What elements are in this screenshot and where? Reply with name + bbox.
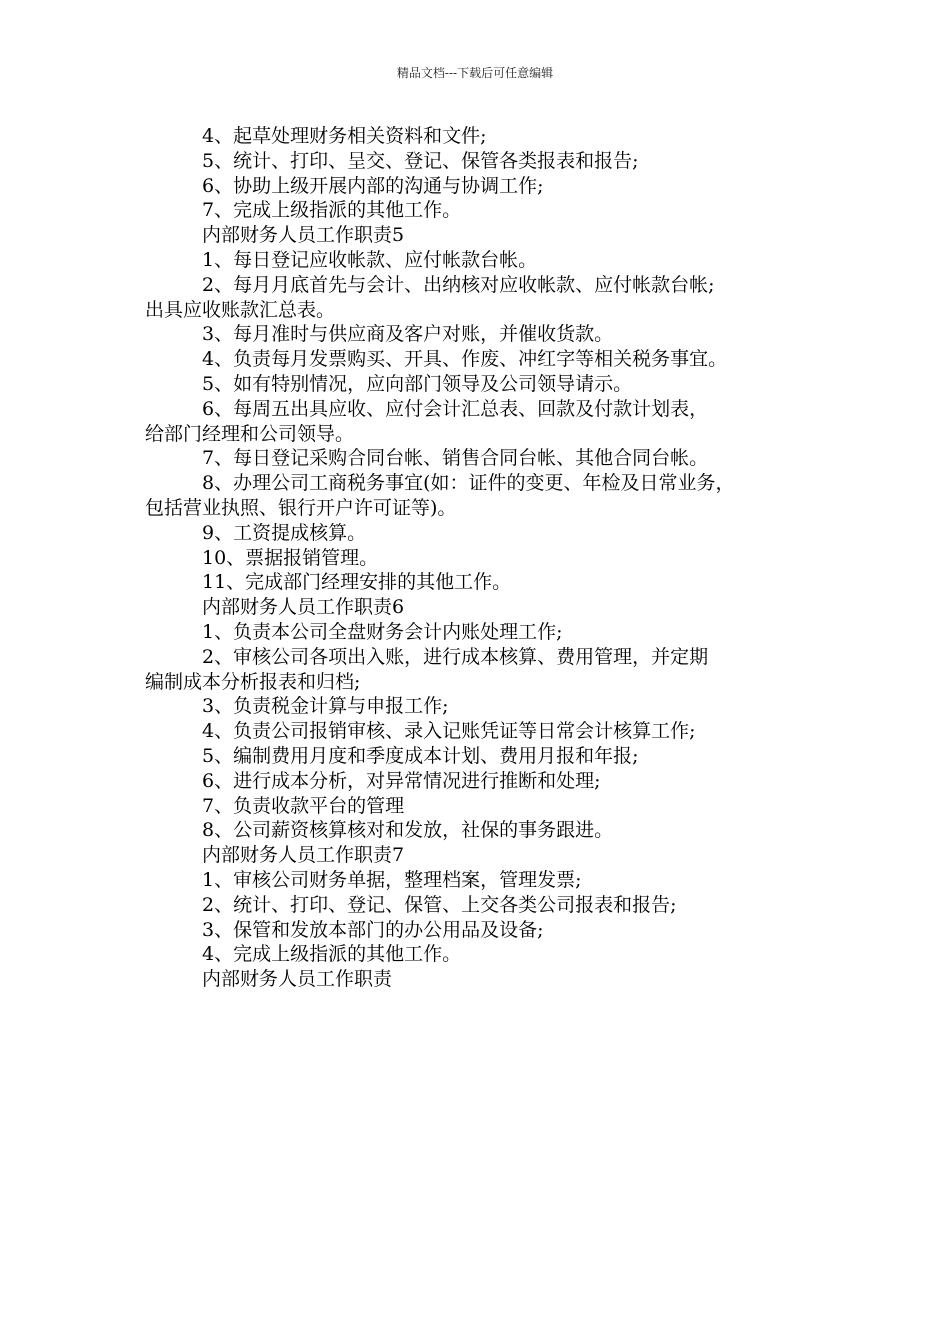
text-line: 4、负责公司报销审核、录入记账凭证等日常会计核算工作; <box>202 720 696 743</box>
text-line: 内部财务人员工作职责6 <box>202 596 405 619</box>
text-line: 8、公司薪资核算核对和发放，社保的事务跟进。 <box>202 819 614 842</box>
text-line: 9、工资提成核算。 <box>202 521 367 544</box>
text-line: 出具应收账款汇总表。 <box>145 298 336 321</box>
text-line: 1、审核公司财务单据，整理档案，管理发票; <box>202 868 582 891</box>
text-line: 7、完成上级指派的其他工作。 <box>202 199 462 222</box>
text-line: 7、负责收款平台的管理 <box>202 794 405 817</box>
text-line: 3、每月准时与供应商及客户对账，并催收货款。 <box>202 323 614 346</box>
text-line: 7、每日登记采购合同台帐、销售合同台帐、其他合同台帐。 <box>202 447 709 470</box>
text-line: 内部财务人员工作职责 <box>202 968 393 991</box>
text-line: 6、协助上级开展内部的沟通与协调工作; <box>202 174 544 197</box>
text-line: 4、起草处理财务相关资料和文件; <box>202 125 487 147</box>
page-header: 精品文档---下载后可任意编辑 <box>396 66 554 80</box>
text-line: 2、每月月底首先与会计、出纳核对应收帐款、应付帐款台帐; <box>202 273 715 296</box>
text-line: 8、办理公司工商税务事宜(如：证件的变更、年检及日常业务， <box>202 472 735 495</box>
text-line: 3、负责税金计算与申报工作; <box>202 695 449 718</box>
text-line: 给部门经理和公司领导。 <box>145 422 355 445</box>
text-line: 2、统计、打印、登记、保管、上交各类公司报表和报告; <box>202 893 677 916</box>
text-line: 6、进行成本分析，对异常情况进行推断和处理; <box>202 769 601 792</box>
text-line: 1、每日登记应收帐款、应付帐款台帐。 <box>202 248 538 271</box>
text-line: 包括营业执照、银行开户许可证等)。 <box>145 496 457 519</box>
text-line: 1、负责本公司全盘财务会计内账处理工作; <box>202 620 563 643</box>
text-line: 5、统计、打印、呈交、登记、保管各类报表和报告; <box>202 149 639 172</box>
text-line: 编制成本分析报表和归档; <box>145 670 361 693</box>
text-line: 2、审核公司各项出入账，进行成本核算、费用管理，并定期 <box>202 645 709 668</box>
text-line: 3、保管和发放本部门的办公用品及设备; <box>202 918 544 941</box>
text-line: 5、如有特别情况，应向部门领导及公司领导请示。 <box>202 372 633 395</box>
text-line: 5、编制费用月度和季度成本计划、费用月报和年报; <box>202 744 639 767</box>
text-line: 6、每周五出具应收、应付会计汇总表、回款及付款计划表， <box>202 397 709 420</box>
document-body <box>145 124 825 992</box>
text-line: 11、完成部门经理安排的其他工作。 <box>202 571 512 594</box>
text-line: 内部财务人员工作职责7 <box>202 844 405 867</box>
text-line: 内部财务人员工作职责5 <box>202 224 405 247</box>
text-line: 4、完成上级指派的其他工作。 <box>202 943 462 966</box>
text-line: 10、票据报销管理。 <box>202 546 379 569</box>
text-line: 4、负责每月发票购买、开具、作废、冲红字等相关税务事宜。 <box>202 348 728 371</box>
